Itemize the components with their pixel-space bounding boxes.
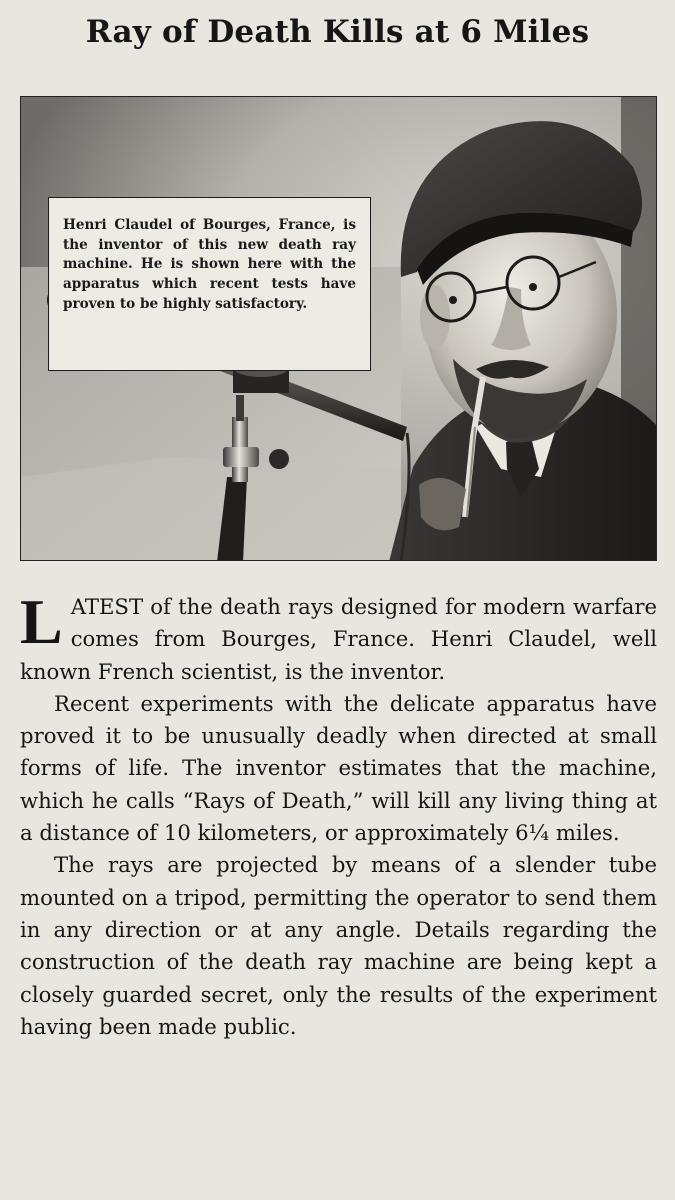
article-paragraph-3: The rays are projected by means of a slender tube mounted on a tripod, permitting the operator to send them in any direction or at any angle. Details regarding the construction of the death ray machine are being kept a closely guarded secret, only the results of the experiment having been made public. xyxy=(20,852,657,1039)
article-body xyxy=(20,586,657,1043)
article-paragraph-2: Recent experiments with the delicate apparatus have proved it to be unusually deadly when directed at small forms of life. The inventor estimates that the machine, which he calls “Rays of Death,” will kill any living thing at a distance of 10 kilometers, or approximately 6¼ miles. xyxy=(20,690,657,846)
article-headline: Ray of Death Kills at 6 Miles xyxy=(85,14,590,50)
drop-cap: L xyxy=(20,586,63,657)
inventor-photo xyxy=(20,96,657,561)
article-paragraph-1 xyxy=(20,586,657,688)
photo-caption: Henri Claudel of Bourges, France, is the inventor of this new death ray machine. He is shown here with the apparatus which recent tests have proven to be highly satisfactory. xyxy=(48,197,371,371)
paragraph-1-text: ATEST of the death rays designed for modern warfare comes from Bourges, France. Henri Claudel, well known French scientist, is the inventor. xyxy=(20,594,657,684)
